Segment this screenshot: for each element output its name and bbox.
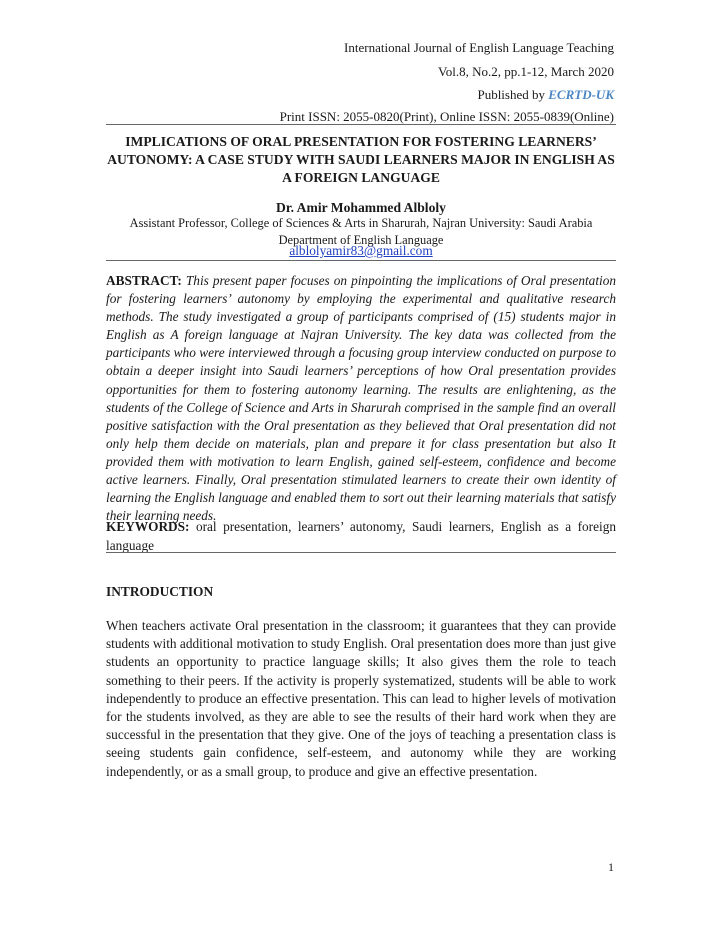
publisher-line	[477, 87, 614, 103]
keywords-section	[106, 518, 616, 555]
introduction-text: When teachers activate Oral presentation in the classroom; it guarantees that they can provide students with additional motivation to study English. Oral presentation does more than just give students an opportunity to practice language skills; It also gives them the role to teach something to their peers. If the activity is properly systematized, students will be able to work independently to produce an effective presentation. This can lead to higher levels of motivation for the students involved, as they are able to see the results of their hard work when they are successful in the presentation that they give. One of the joys of teaching a presentation class is seeing students gain confidence, self-esteem, and autonomy while they are working independently, or as a small group, to produce and give an effective presentation.	[106, 618, 616, 779]
author-name: Dr. Amir Mohammed Albloly	[276, 200, 446, 215]
published-by-label: Published by	[477, 87, 549, 102]
publisher-name[interactable]: ECRTD-UK	[548, 87, 614, 102]
department-line: Department of English Language	[278, 233, 444, 247]
issn-line: Print ISSN: 2055-0820(Print), Online ISSN: 2055-0839(Online)	[279, 109, 614, 124]
header-rule	[106, 124, 616, 125]
introduction-heading: INTRODUCTION	[106, 584, 214, 599]
affiliation-line: Assistant Professor, College of Sciences & Arts in Sharurah, Najran University: Saudi Arabia	[129, 216, 593, 230]
abstract-label: ABSTRACT:	[106, 273, 182, 288]
author-email-link[interactable]: alblolyamir83@gmail.com	[289, 243, 433, 258]
keywords-text: oral presentation, learners’ autonomy, Saudi learners, English as a foreign language	[106, 519, 616, 553]
author-rule	[106, 260, 616, 261]
keywords-rule	[106, 552, 616, 553]
abstract-section	[106, 272, 616, 525]
abstract-text: This present paper focuses on pinpointing the implications of Oral presentation for fostering learners’ autonomy by employing the experimental and qualitative research methods. The study investigated a group of participants comprised of (15) students major in English as A foreign language at Najran University. The key data was collected from the participants who were interviewed through a focusing group interview conducted on purpose to obtain a deeper insight into Saudi learners’ perceptions of how Oral presentation provides opportunities for them to fostering autonomy learning. The results are enlightening, as the students of the College of Science and Arts in Sharurah comprised in the sample find an overall positive satisfaction with the Oral presentation as they believed that Oral presentation did not only help them decide on materials, plan and prepare it for class presentation but also It provided them with motivation to learn English, gained self-esteem, confidence and become active learners. Finally, Oral presentation stimulated learners to create their own identity of learning the English language and enabled them to sort out their learning materials that satisfy their learning needs.	[106, 273, 616, 524]
journal-name: International Journal of English Language Teaching	[344, 40, 614, 55]
page-number: 1	[608, 860, 614, 874]
paper-title: IMPLICATIONS OF ORAL PRESENTATION FOR FOSTERING LEARNERS’ AUTONOMY: A CASE STUDY WITH SAUDI LEARNERS MAJOR IN ENGLISH AS A FOREIGN LANGUAGE	[107, 134, 615, 185]
volume-info: Vol.8, No.2, pp.1-12, March 2020	[438, 64, 614, 79]
keywords-label: KEYWORDS:	[106, 519, 190, 534]
